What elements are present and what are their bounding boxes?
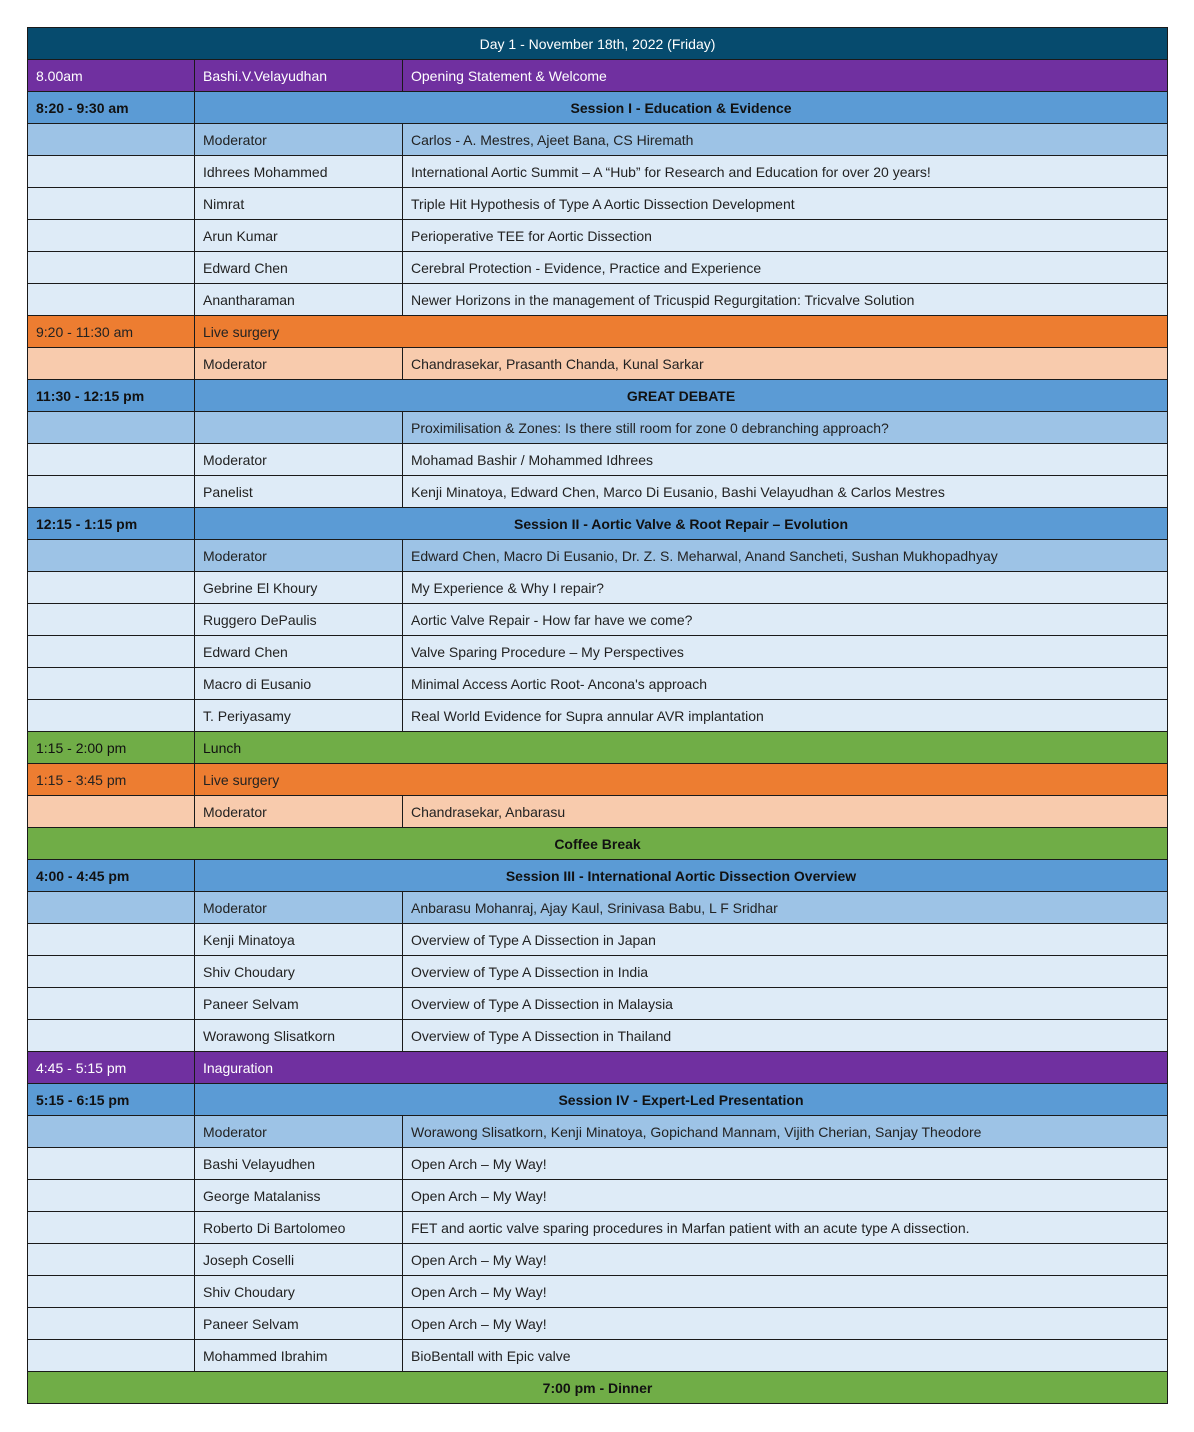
slot-time [28, 1244, 195, 1276]
slot-time [28, 668, 195, 700]
talk-row [28, 1212, 1168, 1244]
speaker: Kenji Minatoya [195, 924, 403, 956]
session-time: 11:30 - 12:15 pm [28, 380, 195, 412]
session-time: 8:20 - 9:30 am [28, 92, 195, 124]
topic: Triple Hit Hypothesis of Type A Aortic Dissection Development [403, 188, 1168, 220]
slot-time: 9:20 - 11:30 am [28, 316, 195, 348]
topic: Real World Evidence for Supra annular AVR implantation [403, 700, 1168, 732]
talk-row [28, 604, 1168, 636]
topic: Perioperative TEE for Aortic Dissection [403, 220, 1168, 252]
session-title: Session III - International Aortic Dissection Overview [195, 860, 1168, 892]
slot-time: 1:15 - 3:45 pm [28, 764, 195, 796]
talk-row [28, 284, 1168, 316]
talk-row [28, 476, 1168, 508]
talk-row [28, 188, 1168, 220]
slot-time [28, 1276, 195, 1308]
slot-time [28, 956, 195, 988]
speaker: Moderator [195, 892, 403, 924]
slot-time [28, 892, 195, 924]
session-title: GREAT DEBATE [195, 380, 1168, 412]
session-title: Session IV - Expert-Led Presentation [195, 1084, 1168, 1116]
speaker: Shiv Choudary [195, 1276, 403, 1308]
moderator-row [28, 1116, 1168, 1148]
topic: International Aortic Summit – A “Hub” for Research and Education for over 20 years! [403, 156, 1168, 188]
slot-time [28, 988, 195, 1020]
speaker: Shiv Choudary [195, 956, 403, 988]
talk-row [28, 1308, 1168, 1340]
speaker: Worawong Slisatkorn [195, 1020, 403, 1052]
talk-row [28, 924, 1168, 956]
speaker: Roberto Di Bartolomeo [195, 1212, 403, 1244]
slot-time [28, 252, 195, 284]
day-title-row [28, 28, 1168, 60]
slot-time [28, 412, 195, 444]
topic: Overview of Type A Dissection in India [403, 956, 1168, 988]
talk-row [28, 1244, 1168, 1276]
day-title: Day 1 - November 18th, 2022 (Friday) [28, 28, 1168, 60]
inauguration-row [28, 1052, 1168, 1084]
talk-row [28, 668, 1168, 700]
speaker: George Matalaniss [195, 1180, 403, 1212]
slot-time [28, 1020, 195, 1052]
slot-time [28, 572, 195, 604]
topic: Worawong Slisatkorn, Kenji Minatoya, Gopichand Mannam, Vijith Cherian, Sanjay Theodore [403, 1116, 1168, 1148]
slot-time [28, 156, 195, 188]
slot-time: 1:15 - 2:00 pm [28, 732, 195, 764]
break-row [28, 1372, 1168, 1404]
topic: Minimal Access Aortic Root- Ancona's approach [403, 668, 1168, 700]
topic: Newer Horizons in the management of Tricuspid Regurgitation: Tricvalve Solution [403, 284, 1168, 316]
slot-time [28, 476, 195, 508]
slot-label: Inaguration [195, 1052, 1168, 1084]
slot-time [28, 124, 195, 156]
speaker: Paneer Selvam [195, 1308, 403, 1340]
moderator-row [28, 412, 1168, 444]
slot-time [28, 540, 195, 572]
topic: FET and aortic valve sparing procedures in Marfan patient with an acute type A dissection. [403, 1212, 1168, 1244]
session-header-row [28, 380, 1168, 412]
slot-label: Live surgery [195, 764, 1168, 796]
topic: Chandrasekar, Anbarasu [403, 796, 1168, 828]
moderator-row [28, 540, 1168, 572]
speaker: Edward Chen [195, 252, 403, 284]
speaker: Moderator [195, 796, 403, 828]
slot-time [28, 1148, 195, 1180]
talk-row [28, 252, 1168, 284]
slot-time: 4:45 - 5:15 pm [28, 1052, 195, 1084]
talk-row [28, 636, 1168, 668]
slot-time [28, 700, 195, 732]
talk-row [28, 956, 1168, 988]
talk-row [28, 1148, 1168, 1180]
slot-time: 8.00am [28, 60, 195, 92]
slot-time [28, 188, 195, 220]
moderator-row [28, 124, 1168, 156]
speaker: Idhrees Mohammed [195, 156, 403, 188]
talk-row [28, 1276, 1168, 1308]
topic: Open Arch – My Way! [403, 1180, 1168, 1212]
slot-time [28, 1340, 195, 1372]
topic: Open Arch – My Way! [403, 1244, 1168, 1276]
break-label: Coffee Break [28, 828, 1168, 860]
lunch-row [28, 732, 1168, 764]
live-surgery-row [28, 316, 1168, 348]
topic: Cerebral Protection - Evidence, Practice and Experience [403, 252, 1168, 284]
topic: Carlos - A. Mestres, Ajeet Bana, CS Hiremath [403, 124, 1168, 156]
session-header-row [28, 1084, 1168, 1116]
topic: Opening Statement & Welcome [403, 60, 1168, 92]
topic: Overview of Type A Dissection in Malaysia [403, 988, 1168, 1020]
moderator-row [28, 892, 1168, 924]
topic: Mohamad Bashir / Mohammed Idhrees [403, 444, 1168, 476]
topic: Open Arch – My Way! [403, 1148, 1168, 1180]
speaker: Mohammed Ibrahim [195, 1340, 403, 1372]
topic: BioBentall with Epic valve [403, 1340, 1168, 1372]
topic: Valve Sparing Procedure – My Perspectives [403, 636, 1168, 668]
speaker: Macro di Eusanio [195, 668, 403, 700]
opening-row [28, 60, 1168, 92]
slot-label: Lunch [195, 732, 1168, 764]
talk-row [28, 572, 1168, 604]
session-header-row [28, 860, 1168, 892]
talk-row [28, 156, 1168, 188]
talk-row [28, 1180, 1168, 1212]
schedule-container [27, 27, 1167, 1404]
topic: Overview of Type A Dissection in Japan [403, 924, 1168, 956]
topic: Edward Chen, Macro Di Eusanio, Dr. Z. S. Meharwal, Anand Sancheti, Sushan Mukhopadhyay [403, 540, 1168, 572]
slot-time [28, 1116, 195, 1148]
slot-time [28, 636, 195, 668]
slot-time [28, 924, 195, 956]
slot-time [28, 796, 195, 828]
topic: Open Arch – My Way! [403, 1308, 1168, 1340]
live-surgery-row [28, 764, 1168, 796]
session-time: 5:15 - 6:15 pm [28, 1084, 195, 1116]
slot-label: Live surgery [195, 316, 1168, 348]
schedule-table [27, 27, 1168, 1404]
speaker: Gebrine El Khoury [195, 572, 403, 604]
talk-row [28, 1340, 1168, 1372]
slot-time [28, 604, 195, 636]
topic: My Experience & Why I repair? [403, 572, 1168, 604]
slot-time [28, 1308, 195, 1340]
break-label: 7:00 pm - Dinner [28, 1372, 1168, 1404]
speaker: Edward Chen [195, 636, 403, 668]
slot-time [28, 348, 195, 380]
slot-time [28, 220, 195, 252]
topic: Anbarasu Mohanraj, Ajay Kaul, Srinivasa Babu, L F Sridhar [403, 892, 1168, 924]
session-time: 12:15 - 1:15 pm [28, 508, 195, 540]
slot-time [28, 1212, 195, 1244]
slot-time [28, 284, 195, 316]
slot-time [28, 1180, 195, 1212]
speaker: Moderator [195, 348, 403, 380]
speaker: Moderator [195, 540, 403, 572]
speaker: Paneer Selvam [195, 988, 403, 1020]
topic: Proximilisation & Zones: Is there still room for zone 0 debranching approach? [403, 412, 1168, 444]
slot-time [28, 444, 195, 476]
break-row [28, 828, 1168, 860]
speaker [195, 412, 403, 444]
speaker: Arun Kumar [195, 220, 403, 252]
live-moderator-row [28, 348, 1168, 380]
talk-row [28, 1020, 1168, 1052]
speaker: Nimrat [195, 188, 403, 220]
session-header-row [28, 508, 1168, 540]
speaker: Moderator [195, 1116, 403, 1148]
speaker: Joseph Coselli [195, 1244, 403, 1276]
session-header-row [28, 92, 1168, 124]
talk-row [28, 988, 1168, 1020]
session-title: Session II - Aortic Valve & Root Repair – Evolution [195, 508, 1168, 540]
talk-row [28, 700, 1168, 732]
session-time: 4:00 - 4:45 pm [28, 860, 195, 892]
talk-row [28, 444, 1168, 476]
speaker: Bashi Velayudhen [195, 1148, 403, 1180]
speaker: Anantharaman [195, 284, 403, 316]
live-moderator-row [28, 796, 1168, 828]
session-title: Session I - Education & Evidence [195, 92, 1168, 124]
speaker: Moderator [195, 124, 403, 156]
speaker: Panelist [195, 476, 403, 508]
topic: Open Arch – My Way! [403, 1276, 1168, 1308]
speaker: T. Periyasamy [195, 700, 403, 732]
speaker: Moderator [195, 444, 403, 476]
topic: Kenji Minatoya, Edward Chen, Marco Di Eusanio, Bashi Velayudhan & Carlos Mestres [403, 476, 1168, 508]
topic: Aortic Valve Repair - How far have we come? [403, 604, 1168, 636]
topic: Overview of Type A Dissection in Thailand [403, 1020, 1168, 1052]
talk-row [28, 220, 1168, 252]
topic: Chandrasekar, Prasanth Chanda, Kunal Sarkar [403, 348, 1168, 380]
speaker: Bashi.V.Velayudhan [195, 60, 403, 92]
speaker: Ruggero DePaulis [195, 604, 403, 636]
